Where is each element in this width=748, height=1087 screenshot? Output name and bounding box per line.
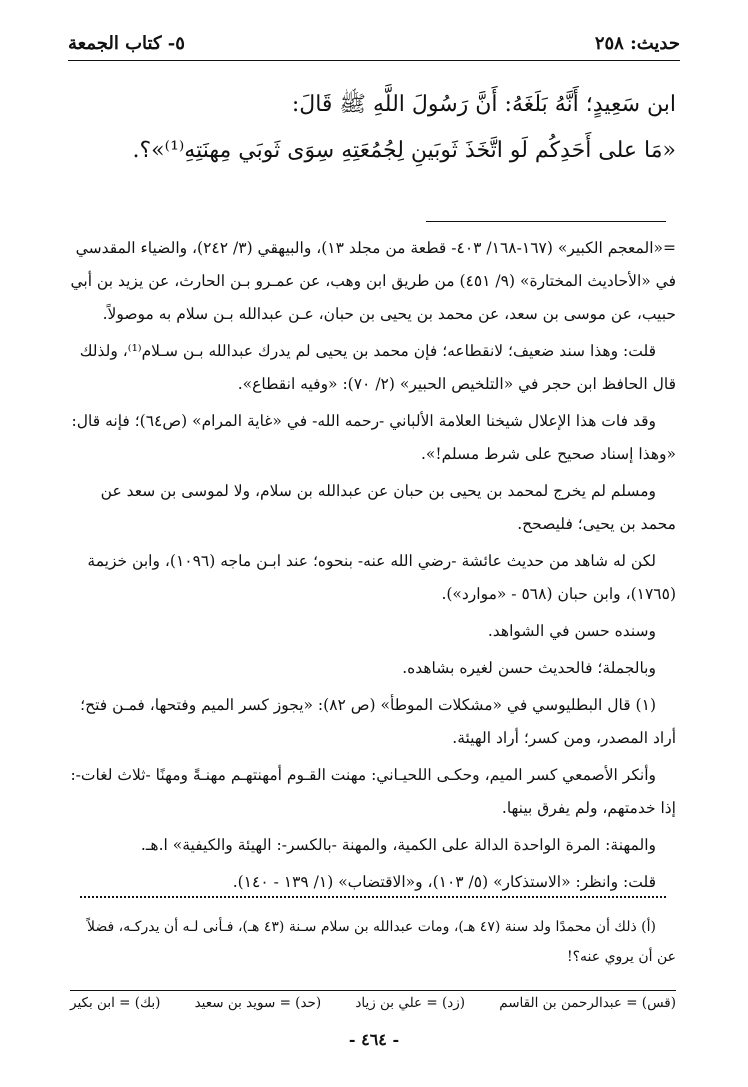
footnote-paragraph: وبالجملة؛ فالحديث حسن لغيره بشاهده. bbox=[402, 659, 656, 677]
footnote-paragraph: قلت: وهذا سند ضعيف؛ لانقطاعه؛ فإن محمد بن يحيى لم يدرك عبدالله بـن سـلام⁽¹⁾، ولذلك قال الحافظ ابن حجر في «التلخيص الحبير» (٢/ ٧٠): «وفيه انقطاع». bbox=[79, 342, 676, 393]
abbreviation: (قس) = عبدالرحمن بن القاسم bbox=[499, 995, 676, 1011]
hadith-text bbox=[70, 82, 676, 174]
footnote-paragraph: وسنده حسن في الشواهد. bbox=[487, 622, 656, 640]
footnote-paragraph: قلت: وانظر: «الاستذكار» (٥/ ١٠٣)، و«الاقتضاب» (١/ ١٣٩ - ١٤٠). bbox=[232, 873, 656, 891]
subnote-paragraph: (أ) ذلك أن محمدًا ولد سنة (٤٧ هـ)، ومات عبدالله بن سلام سـنة (٤٣ هـ)، فـأنى لـه أن يدركـه، فضلاً عن أن يروي عنه؟! bbox=[87, 919, 676, 965]
subnotes bbox=[70, 912, 676, 972]
header-divider bbox=[68, 60, 680, 61]
abbreviation: (بك) = ابن بكير bbox=[70, 995, 161, 1011]
footnote-paragraph: وأنكر الأصمعي كسر الميم، وحكـى اللحيـاني: مهنت القـوم أمهنتهـم مهنـةً ومهنًا -ثلاث لغات-: إذا خدمتهم، ولم يفرق بينها. bbox=[70, 766, 676, 817]
footnote-paragraph: لكن له شاهد من حديث عائشة -رضي الله عنه- بنحوه؛ عند ابـن ماجه (١٠٩٦)، وابن خزيمة (١٧٦٥)، وابن حبان (٥٦٨ - «موارد»). bbox=[87, 552, 676, 603]
footnote-paragraph: والمهنة: المرة الواحدة الدالة على الكمية، والمهنة -بالكسر-: الهيئة والكيفية» ا.هـ. bbox=[140, 836, 656, 854]
hadith-line-1: ابن سَعِيدٍ؛ أَنَّهُ بَلَغَهُ: أَنَّ رَسُولَ اللَّهِ ﷺ قَالَ: bbox=[291, 92, 676, 117]
footnote-paragraph: ومسلم لم يخرج لمحمد بن يحيى بن حبان عن عبدالله بن سلام، ولا لموسى بن سعد عن محمد بن يحيى؛ فليصحح. bbox=[100, 482, 676, 533]
page-number: - ٤٦٤ - bbox=[348, 1030, 400, 1049]
footnote-paragraph: =«المعجم الكبير» (١٦٧-١٦٨/ ٤٠٣- قطعة من مجلد ١٣)، والبيهقي (٣/ ٢٤٢)، والضياء المقدسي في «الأحاديث المختارة» (٩/ ٤٥١) من طريق ابن وهب، عن عمـرو بـن الحارث، عن يزيد بن أبي حبيب، عن موسى بن سعد، عن محمد بن يحيى بن حبان، عـن عبدالله بـن سلام به موصولاً. bbox=[70, 239, 676, 323]
footnote-paragraph: وقد فات هذا الإعلال شيخنا العلامة الألباني -رحمه الله- في «غاية المرام» (ص٦٤)؛ فإنه قال: «وهذا إسناد صحيح على شرط مسلم!». bbox=[71, 412, 676, 463]
footnote-divider bbox=[426, 221, 666, 222]
footer-divider bbox=[70, 990, 676, 991]
abbreviation: (زد) = علي بن زياد bbox=[355, 995, 466, 1011]
book-title: ٥- كتاب الجمعة bbox=[68, 32, 185, 54]
footnotes bbox=[70, 232, 676, 903]
subnote-divider bbox=[80, 896, 666, 904]
abbreviation: (حد) = سويد بن سعيد bbox=[194, 995, 322, 1011]
footnote-paragraph: (١) قال البطليوسي في «مشكلات الموطأ» (ص ٨٢): «يجوز كسر الميم وفتحها، فمـن فتح؛ أراد المصدر، ومن كسر؛ أراد الهيئة. bbox=[80, 696, 676, 747]
hadith-number: حديث: ٢٥٨ bbox=[594, 32, 680, 54]
hadith-line-2: «مَا على أَحَدِكُم لَو اتَّخَذَ ثَوبَينِ لِجُمُعَتِهِ سِوَى ثَوبَي مِهنَتِهِ⁽¹⁾»؟. bbox=[132, 138, 676, 163]
abbreviations-key bbox=[70, 995, 676, 1011]
page-header bbox=[68, 28, 680, 58]
